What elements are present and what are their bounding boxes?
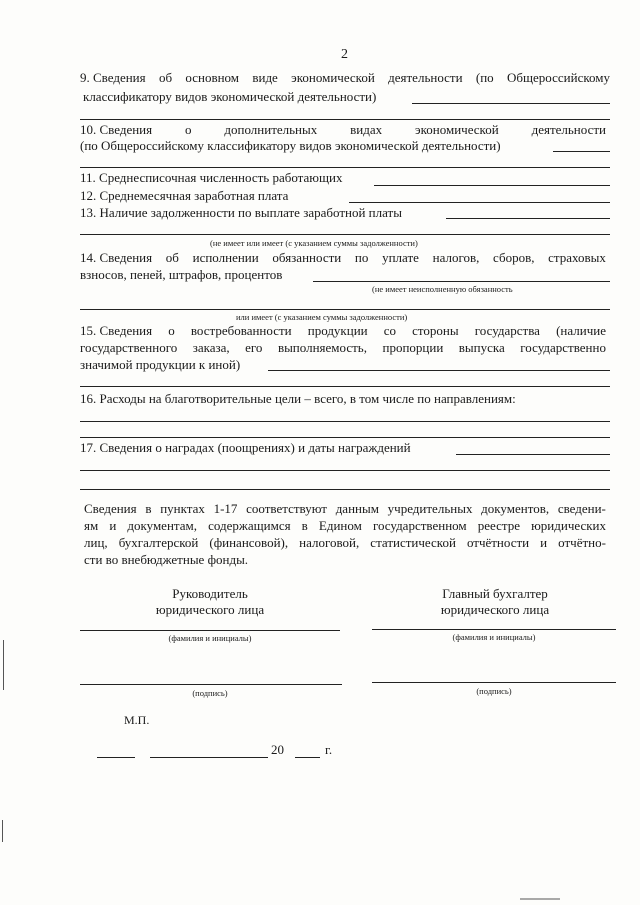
item17-fill-line-full-1[interactable] xyxy=(80,470,610,471)
item15-line3: значимой продукции к иной) xyxy=(80,357,241,372)
scan-edge-mark xyxy=(2,820,3,842)
stamp-label: М.П. xyxy=(124,713,150,727)
item14-line1: 14. Сведения об исполнении обязанности по уплате налогов, сборов, страховых xyxy=(80,250,606,265)
date-year-suffix: г. xyxy=(325,742,333,757)
left-signatory-title-1: Руководитель xyxy=(172,586,248,601)
right-signature-line[interactable] xyxy=(372,682,616,683)
scan-bottom-mark xyxy=(520,898,560,900)
item13-caption: (не имеет или имеет (с указанием суммы задолженности) xyxy=(210,238,418,248)
item11-label: 11. Среднесписочная численность работающих xyxy=(80,170,343,185)
date-month-line[interactable] xyxy=(150,757,268,758)
item9-fill-line-full[interactable] xyxy=(80,119,610,120)
left-signatory-title-2: юридического лица xyxy=(155,602,265,617)
item15-line2: государственного заказа, его выполняемость, пропорции выпуска государственно xyxy=(80,340,606,355)
item10-line2: (по Общероссийскому классификатору видов экономической деятельности) xyxy=(80,138,501,153)
item17-label: 17. Сведения о наградах (поощрениях) и даты награждений xyxy=(80,440,411,455)
item14-fill-line[interactable] xyxy=(313,281,610,282)
item13-fill-line[interactable] xyxy=(446,218,610,219)
item11-fill-line[interactable] xyxy=(374,185,610,186)
item10-fill-line-full[interactable] xyxy=(80,167,610,168)
statement-line1: Сведения в пунктах 1-17 соответствуют данным учредительных документов, сведени- xyxy=(84,501,606,516)
page-number: 2 xyxy=(341,47,348,62)
left-signature-line[interactable] xyxy=(80,684,342,685)
item14-caption2: или имеет (с указанием суммы задолженности) xyxy=(236,312,408,322)
left-signature-caption: (подпись) xyxy=(192,688,228,698)
item14-fill-line-full[interactable] xyxy=(80,309,610,310)
scan-edge-mark xyxy=(3,640,4,690)
item14-caption1: (не имеет неисполненную обязанность xyxy=(372,284,513,294)
item12-fill-line[interactable] xyxy=(349,202,610,203)
right-name-line[interactable] xyxy=(372,629,616,630)
date-year-line[interactable] xyxy=(295,757,320,758)
item14-line2: взносов, пеней, штрафов, процентов xyxy=(80,267,283,282)
item16-fill-line-2[interactable] xyxy=(80,437,610,438)
item16-label: 16. Расходы на благотворительные цели – всего, в том числе по направлениям: xyxy=(80,391,516,406)
item17-fill-line-full-2[interactable] xyxy=(80,489,610,490)
left-name-line[interactable] xyxy=(80,630,340,631)
item12-label: 12. Среднемесячная заработная плата xyxy=(80,188,289,203)
statement-line2: ям и документам, содержащимся в Едином государственном реестре юридических xyxy=(84,518,606,533)
date-day-line[interactable] xyxy=(97,757,135,758)
item10-fill-line[interactable] xyxy=(553,151,610,152)
item10-line1: 10. Сведения о дополнительных видах экономической деятельности xyxy=(80,122,606,137)
item15-line1: 15. Сведения о востребованности продукции со стороны государства (наличие xyxy=(80,323,606,338)
item9-fill-line[interactable] xyxy=(412,103,610,104)
item15-fill-line-full[interactable] xyxy=(80,386,610,387)
item9-line2: классификатору видов экономической деятельности) xyxy=(83,89,377,104)
right-signatory-title-1: Главный бухгалтер xyxy=(442,586,548,601)
statement-line3: лиц, бухгалтерской (финансовой), налоговой, статистической отчётности и отчётно- xyxy=(84,535,606,550)
item13-fill-line-full[interactable] xyxy=(80,234,610,235)
date-year-prefix: 20 xyxy=(271,742,284,757)
item17-fill-line[interactable] xyxy=(456,454,610,455)
right-signatory-title-2: юридического лица xyxy=(440,602,550,617)
right-name-caption: (фамилия и инициалы) xyxy=(452,632,536,642)
item16-fill-line-1[interactable] xyxy=(80,421,610,422)
right-signature-caption: (подпись) xyxy=(476,686,512,696)
statement-line4: сти во внебюджетные фонды. xyxy=(84,552,249,567)
item15-fill-line[interactable] xyxy=(268,370,610,371)
left-name-caption: (фамилия и инициалы) xyxy=(168,633,252,643)
item9-line1: 9. Сведения об основном виде экономической деятельности (по Общероссийскому xyxy=(80,70,610,85)
item13-label: 13. Наличие задолженности по выплате заработной платы xyxy=(80,205,402,220)
